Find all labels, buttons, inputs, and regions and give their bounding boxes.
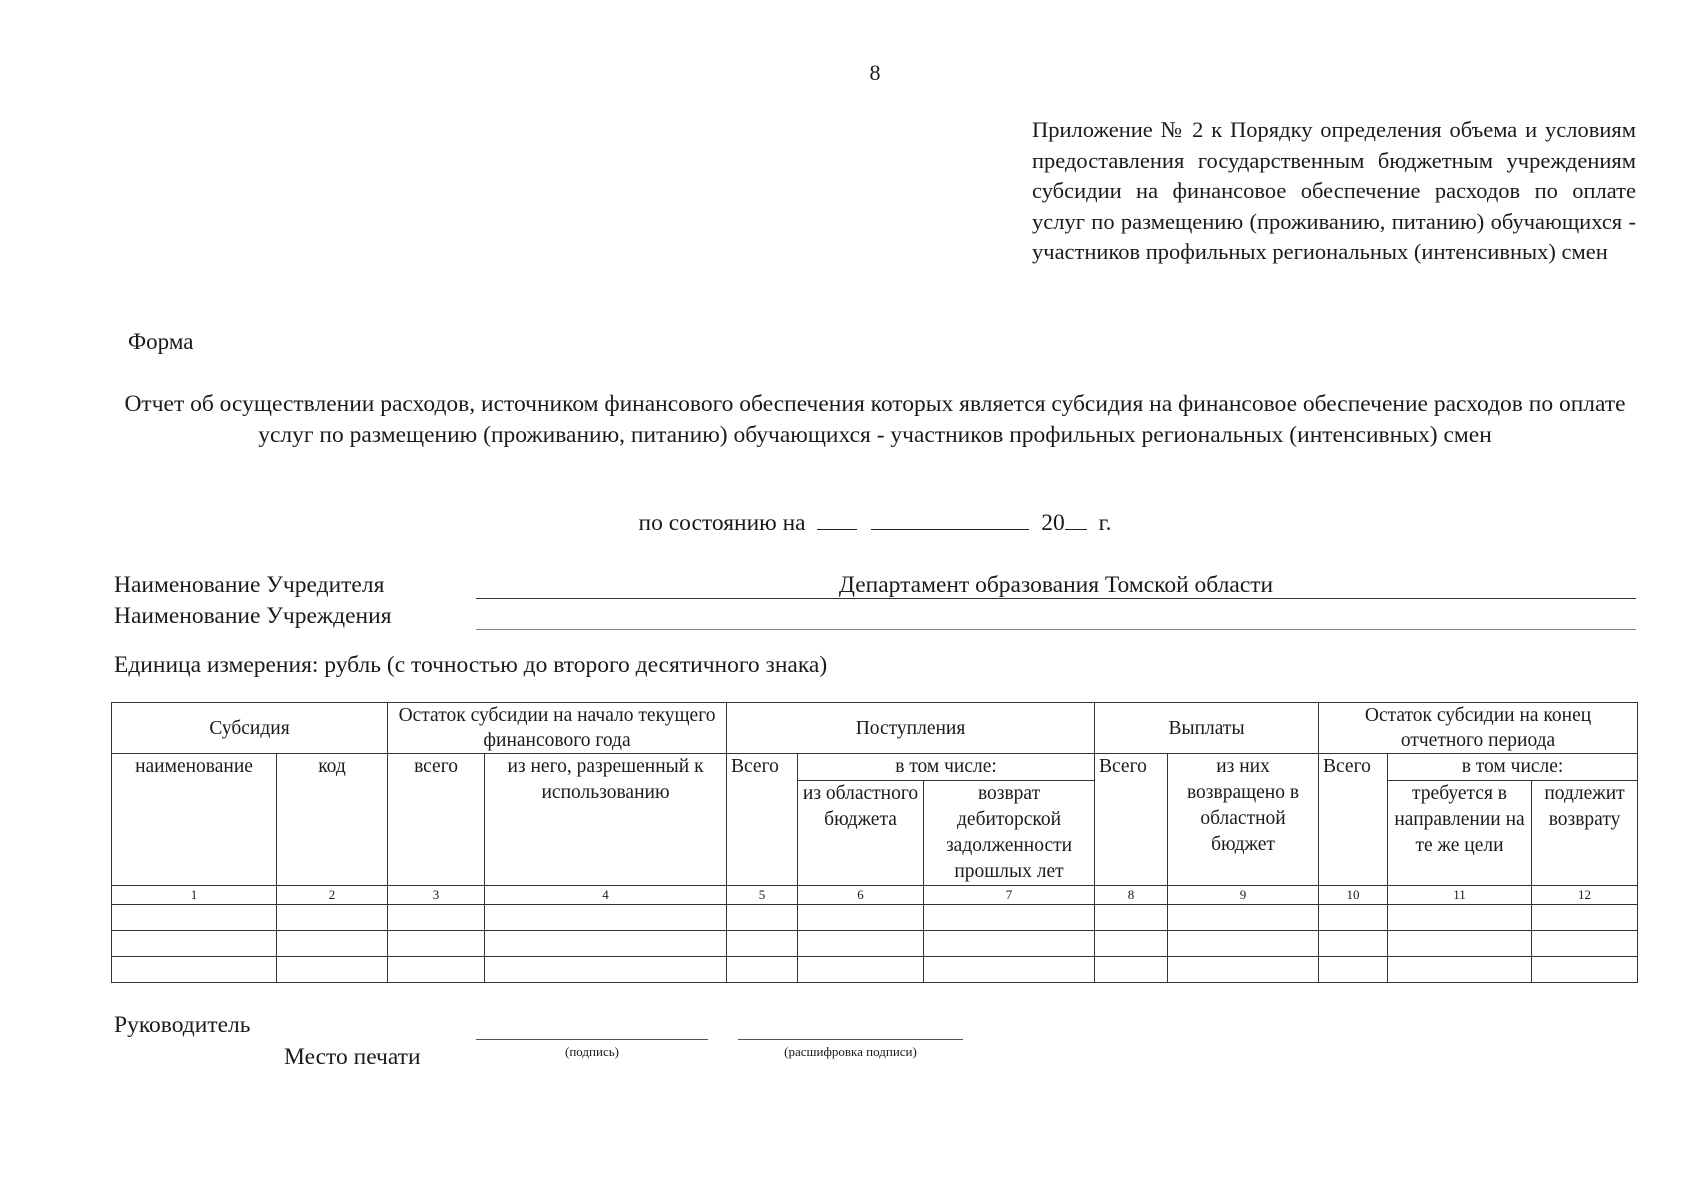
signature-decode-line[interactable] [738,1039,963,1040]
appendix-note: Приложение № 2 к Порядку определения объема и условиям предоставления государственным бюджетным учреждениям субсидии на финансовое обеспечение расходов по оплате услуг по размещению (проживанию, питанию) обучающихся - участников профильных региональных (интенсивных) смен [1032,117,1636,264]
col-same-purpose: требуется в направлении на те же цели [1388,781,1532,886]
year-prefix: 20 [1041,510,1065,536]
col-end-including: в том числе: [1388,754,1638,781]
table-cell[interactable] [1168,957,1319,983]
col-payments-total: Всего [1095,754,1168,886]
table-cell[interactable] [1532,931,1638,957]
year-blank[interactable] [1065,509,1087,530]
column-number: 8 [1095,886,1168,905]
col-receipts-including: в том числе: [798,754,1095,781]
seal-label: Место печати [284,1044,421,1070]
page-number: 8 [869,60,881,85]
unit-of-measure: Единица измерения: рубль (с точностью до второго десятичного знака) [114,652,828,678]
table-cell[interactable] [924,957,1095,983]
table-cell[interactable] [727,957,798,983]
col-to-return: подлежит возврату [1532,781,1638,886]
signature-decode-caption: (расшифровка подписи) [784,1044,917,1059]
table-cell[interactable] [277,905,388,931]
column-number: 12 [1532,886,1638,905]
as-of-date-line [0,509,1698,537]
header-payments: Выплаты [1095,703,1319,754]
table-cell[interactable] [798,957,924,983]
month-blank[interactable] [871,509,1029,530]
header-balance-end: Остаток субсидии на конец отчетного периода [1319,703,1638,754]
founder-label: Наименование Учредителя [114,572,385,598]
table-cell[interactable] [727,931,798,957]
column-number: 10 [1319,886,1388,905]
form-label: Форма [128,329,194,354]
header-subsidy: Субсидия [112,703,388,754]
table-cell[interactable] [1319,905,1388,931]
column-number: 5 [727,886,798,905]
col-receipts-total: Всего [727,754,798,886]
col-code: код [277,754,388,886]
signature-caption: (подпись) [565,1044,619,1059]
table-cell[interactable] [277,957,388,983]
column-number: 4 [485,886,727,905]
year-suffix: г. [1098,510,1112,536]
day-blank[interactable] [817,509,857,530]
col-returned: из них возвращено в областной бюджет [1168,754,1319,886]
table-cell[interactable] [1388,931,1532,957]
col-regional-budget: из областного бюджета [798,781,924,886]
table-cell[interactable] [485,905,727,931]
table-cell[interactable] [388,905,485,931]
as-of-prefix: по состоянию на [638,510,806,536]
table-cell[interactable] [112,905,277,931]
table-cell[interactable] [485,931,727,957]
institution-line [476,629,1636,630]
table-cell[interactable] [1095,931,1168,957]
table-cell[interactable] [277,931,388,957]
table-cell[interactable] [1319,931,1388,957]
founder-line [476,598,1636,599]
col-balance-total: всего [388,754,485,886]
column-number: 7 [924,886,1095,905]
table-cell[interactable] [798,931,924,957]
table-cell[interactable] [1168,905,1319,931]
column-number: 11 [1388,886,1532,905]
column-number: 3 [388,886,485,905]
report-title: Отчет об осуществлении расходов, источником финансового обеспечения которых является субсидия на финансовое обеспечение расходов по оплате услуг по размещению (проживанию, питанию) обучающихся - участников профильных региональных (интенсивных) смен [124,391,1626,448]
table-cell[interactable] [1388,957,1532,983]
table-cell[interactable] [798,905,924,931]
table-cell[interactable] [112,957,277,983]
table-cell[interactable] [1532,905,1638,931]
column-number: 1 [112,886,277,905]
table-row [112,905,1638,931]
column-number: 2 [277,886,388,905]
column-number: 9 [1168,886,1319,905]
table-cell[interactable] [388,931,485,957]
table-cell[interactable] [924,931,1095,957]
table-cell[interactable] [1095,957,1168,983]
report-table [111,702,1638,983]
header-balance-start: Остаток субсидии на начало текущего финансового года [388,703,727,754]
table-cell[interactable] [1319,957,1388,983]
signature-line[interactable] [476,1039,708,1040]
table-cell[interactable] [1532,957,1638,983]
table-row [112,957,1638,983]
table-cell[interactable] [388,957,485,983]
head-label: Руководитель [114,1012,251,1038]
col-end-total: Всего [1319,754,1388,886]
header-receipts: Поступления [727,703,1095,754]
table-cell[interactable] [112,931,277,957]
table-cell[interactable] [485,957,727,983]
institution-label: Наименование Учреждения [114,603,392,629]
founder-value: Департамент образования Томской области [838,572,1274,598]
table-row [112,931,1638,957]
table-cell[interactable] [924,905,1095,931]
table-cell[interactable] [727,905,798,931]
table-cell[interactable] [1168,931,1319,957]
column-number: 6 [798,886,924,905]
col-name: наименование [112,754,277,886]
col-allowed: из него, разрешенный к использованию [485,754,727,886]
table-cell[interactable] [1388,905,1532,931]
table-cell[interactable] [1095,905,1168,931]
col-receivables: возврат дебиторской задолженности прошлых лет [924,781,1095,886]
